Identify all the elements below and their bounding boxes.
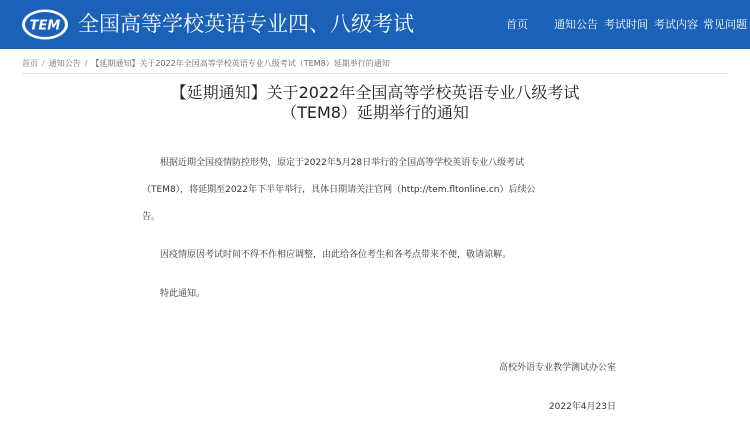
breadcrumb-separator: /	[42, 59, 45, 68]
logo-text: TEM	[29, 18, 61, 34]
paragraph-1-line-2: （TEM8），将延期至2022年下半年举行，具体日期请关注官网（http://tem.fltonline.cn）后续公	[142, 185, 536, 195]
nav-exam-time[interactable]: 考试时间	[604, 18, 648, 31]
paragraph-2: 因疫情原因考试时间不得不作相应调整，由此给各位考生和各考点带来不便，敬请谅解。	[160, 250, 512, 260]
paragraph-3: 特此通知。	[160, 289, 206, 299]
date: 2022年4月23日	[548, 402, 616, 412]
site-header	[0, 0, 750, 49]
main-nav	[0, 17, 750, 33]
site-title[interactable]: 全国高等学校英语专业四、八级考试	[78, 12, 414, 36]
breadcrumb-notices[interactable]: 通知公告	[48, 59, 81, 68]
breadcrumb-current: 【延期通知】关于2022年全国高等学校英语专业八级考试（TEM8）延期举行的通知	[91, 59, 390, 68]
nav-faq[interactable]: 常见问题	[703, 18, 747, 31]
breadcrumb-home[interactable]: 首页	[22, 59, 38, 68]
nav-notices[interactable]: 通知公告	[554, 18, 598, 31]
nav-exam-content[interactable]: 考试内容	[654, 18, 698, 31]
article-title: 【延期通知】关于2022年全国高等学校英语专业八级考试	[170, 83, 580, 102]
breadcrumb	[22, 56, 390, 72]
paragraph-1-line-1: 根据近期全国疫情防控形势，原定于2022年5月28日举行的全国高等学校英语专业八级考试	[160, 158, 525, 168]
paragraph-1-line-3: 告。	[142, 212, 161, 222]
nav-home[interactable]: 首页	[506, 18, 528, 31]
breadcrumb-separator: /	[84, 59, 88, 68]
signature: 高校外语专业教学测试办公室	[498, 363, 616, 373]
breadcrumb-divider	[22, 73, 728, 74]
article-title-continued: （TEM8）延期举行的通知	[281, 103, 469, 122]
